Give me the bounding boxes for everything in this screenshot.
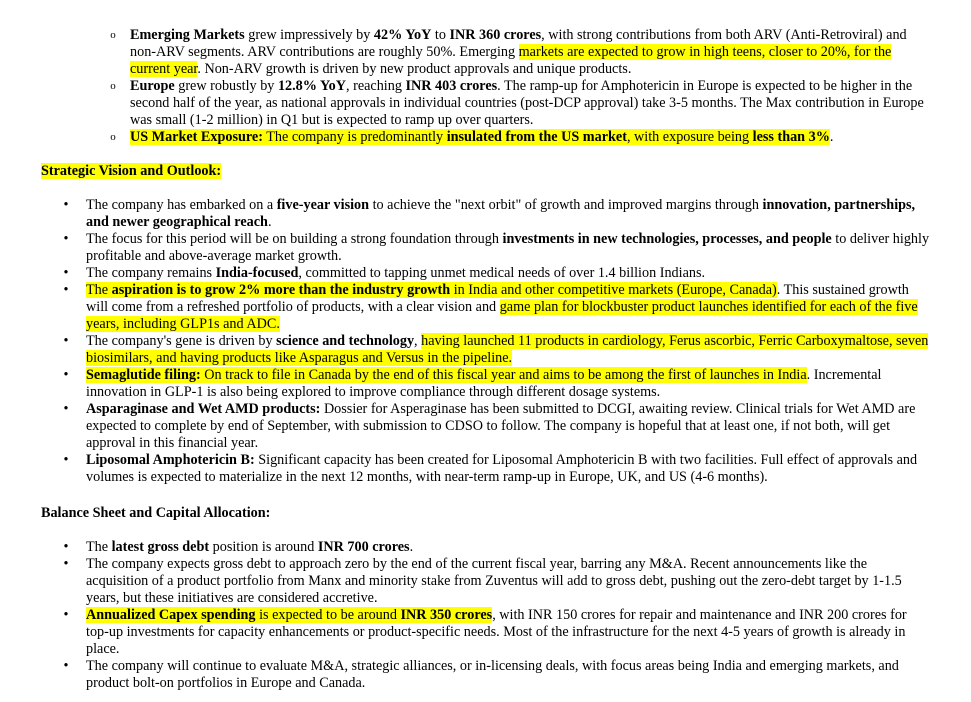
bullet-text — [86, 539, 413, 555]
list-item — [0, 27, 971, 78]
list-item — [0, 129, 971, 146]
text-run: , with strong contributions from both ARV (Anti-Retroviral) and non-ARV segments. ARV contributions are roughly 50%. Emerging — [130, 27, 907, 60]
bullet-text — [86, 333, 928, 366]
bullet-icon: • — [63, 231, 69, 247]
text-run: . Incremental innovation in GLP-1 is also being explored to improve compliance through different dosage systems. — [86, 367, 882, 400]
bullet-text — [86, 452, 917, 485]
highlighted-text: The company is predominantly — [262, 129, 447, 145]
section-heading-strategic-vision: Strategic Vision and Outlook: — [41, 163, 222, 179]
bold-text: 12.8% YoY — [277, 78, 346, 94]
bullet-text — [86, 556, 902, 606]
strategic-vision-list — [0, 197, 971, 486]
text-run: . — [829, 129, 834, 145]
text-run: , with INR 150 crores for repair and maintenance and INR 200 crores for top-up investments for capacity enhancements or product-specific needs. Most of the infrastructure for the next 4-5 years of growth is already in place. — [86, 607, 907, 657]
list-item — [0, 539, 971, 556]
text-run: . This sustained growth will come from a refreshed portfolio of products, with a clear vision and — [86, 282, 909, 315]
bold-text: science and technology — [276, 333, 415, 349]
bold-text: INR 700 crores — [317, 539, 410, 555]
bullet-text — [86, 231, 929, 264]
list-item — [0, 231, 971, 265]
list-item — [0, 658, 971, 692]
bold-text: 42% YoY — [373, 27, 432, 43]
list-item — [0, 197, 971, 231]
text-run: , reaching — [346, 78, 406, 94]
highlighted-text: INR 350 crores — [400, 607, 493, 623]
highlighted-text: game plan for blockbuster product launches identified for each of the five years, including GLP1s and ADC. — [86, 299, 918, 332]
text-run: position is around — [209, 539, 318, 555]
bullet-icon: • — [63, 265, 69, 281]
bullet-text — [86, 197, 915, 230]
bullet-text — [130, 129, 833, 145]
highlighted-text: aspiration is to grow 2% more than the industry growth — [111, 282, 451, 298]
highlighted-text: insulated from the US market — [446, 129, 627, 145]
highlighted-text: markets are expected to grow in high teens, closer to 20%, for the current year — [130, 44, 892, 77]
text-run: . The ramp-up for Amphotericin in Europe is expected to be higher in the second half of the year, as national approvals in individual countries (post-DCP approval) take 3-5 months. The Max contribution in Europe was small (1-2 million) in Q1 but is expected to ramp up over quarters. — [130, 78, 924, 128]
text-run: . — [267, 214, 272, 230]
bullet-text — [86, 607, 907, 657]
bold-text: INR 360 crores — [449, 27, 542, 43]
bullet-icon: • — [63, 401, 69, 417]
text-run: . Non-ARV growth is driven by new product approvals and unique products. — [197, 61, 632, 77]
highlighted-text: Annualized Capex spending — [86, 607, 256, 623]
text-run: to deliver highly profitable and above-average market growth. — [86, 231, 930, 264]
text-run: The focus for this period will be on building a strong foundation through — [86, 231, 503, 247]
highlighted-text: is expected to be around — [255, 607, 401, 623]
bold-text: latest gross debt — [111, 539, 210, 555]
text-run: The company will continue to evaluate M&A, strategic alliances, or in-licensing deals, with focus areas being India and emerging markets, and product bolt-on portfolios in Europe and Canada. — [86, 658, 899, 691]
list-item — [0, 607, 971, 658]
bullet-text — [86, 367, 881, 400]
highlighted-text: Semaglutide filing: — [86, 367, 201, 383]
text-run: , — [414, 333, 422, 349]
bullet-text — [86, 265, 705, 281]
hollow-bullet-icon: o — [110, 131, 116, 143]
list-item — [0, 452, 971, 486]
list-item — [0, 282, 971, 333]
sub-bullet-list — [0, 27, 971, 146]
bullet-text — [86, 401, 915, 451]
highlighted-text: less than 3% — [752, 129, 830, 145]
bullet-icon: • — [63, 197, 69, 213]
list-item — [0, 401, 971, 452]
text-run: to achieve the "next orbit" of growth and improved margins through — [369, 197, 763, 213]
bullet-icon: • — [63, 333, 69, 349]
bold-text: Asparaginase and Wet AMD products: — [86, 401, 321, 417]
text-run: The — [86, 539, 112, 555]
highlighted-text: having launched 11 products in cardiology, Ferus ascorbic, Ferric Carboxymaltose, seven biosimilars, and having products like Asparagus and Versus in the pipeline. — [86, 333, 929, 366]
balance-sheet-list — [0, 539, 971, 692]
text-run: . — [409, 539, 414, 555]
text-run: grew impressively by — [244, 27, 374, 43]
bullet-text — [86, 282, 918, 332]
list-item — [0, 333, 971, 367]
text-run: Significant capacity has been created for Liposomal Amphotericin B with two facilities. Full effect of approvals and volumes is expected to materialize in the next 12 months, with near-term ramp-up in Europe, UK, and US (4-6 months). — [86, 452, 918, 485]
bullet-icon: • — [63, 452, 69, 468]
bullet-icon: • — [63, 607, 69, 623]
highlighted-text: US Market Exposure: — [130, 129, 263, 145]
hollow-bullet-icon: o — [110, 80, 116, 92]
bullet-text — [130, 27, 907, 77]
highlighted-text: The — [86, 282, 112, 298]
text-run: The company's gene is driven by — [86, 333, 277, 349]
text-run: The company has embarked on a — [86, 197, 277, 213]
text-run: , committed to tapping unmet medical needs of over 1.4 billion Indians. — [298, 265, 706, 281]
bold-text: five-year vision — [276, 197, 370, 213]
bullet-text — [86, 658, 899, 691]
bullet-icon: • — [63, 367, 69, 383]
bold-text: Emerging Markets — [130, 27, 245, 43]
bullet-text — [130, 78, 924, 128]
bold-text: Liposomal Amphotericin B: — [86, 452, 255, 468]
text-run: grew robustly by — [174, 78, 278, 94]
highlighted-text: in India and other competitive markets (Europe, Canada) — [450, 282, 777, 298]
text-run: The company remains — [86, 265, 216, 281]
section-heading-balance-sheet: Balance Sheet and Capital Allocation: — [41, 505, 271, 521]
bold-text: Europe — [130, 78, 175, 94]
list-item — [0, 556, 971, 607]
text-run: Dossier for Asperaginase has been submitted to DCGI, awaiting review. Clinical trials for Wet AMD are expected to complete by end of September, with submission to CDSO to follow. The company is hopeful that at least one, if not both, will get approval in this financial year. — [86, 401, 916, 451]
list-item — [0, 367, 971, 401]
bullet-icon: • — [63, 658, 69, 674]
list-item — [0, 78, 971, 129]
bold-text: innovation, partnerships, and newer geographical reach — [86, 197, 916, 230]
bold-text: INR 403 crores — [405, 78, 498, 94]
bullet-icon: • — [63, 556, 69, 572]
text-run: to — [431, 27, 450, 43]
bullet-icon: • — [63, 282, 69, 298]
hollow-bullet-icon: o — [110, 29, 116, 41]
bullet-icon: • — [63, 539, 69, 555]
text-run: The company expects gross debt to approach zero by the end of the current fiscal year, barring any M&A. Recent announcements like the acquisition of a product portfolio from Manx and minority stake from Zuventus will add to gross debt, pushing out the zero-debt target by 1-1.5 years, but these initiatives are considered accretive. — [86, 556, 902, 606]
highlighted-text: , with exposure being — [626, 129, 753, 145]
bold-text: investments in new technologies, processes, and people — [502, 231, 832, 247]
bold-text: India-focused — [215, 265, 299, 281]
list-item — [0, 265, 971, 282]
highlighted-text: On track to file in Canada by the end of this fiscal year and aims to be among the first of launches in India — [200, 367, 807, 383]
